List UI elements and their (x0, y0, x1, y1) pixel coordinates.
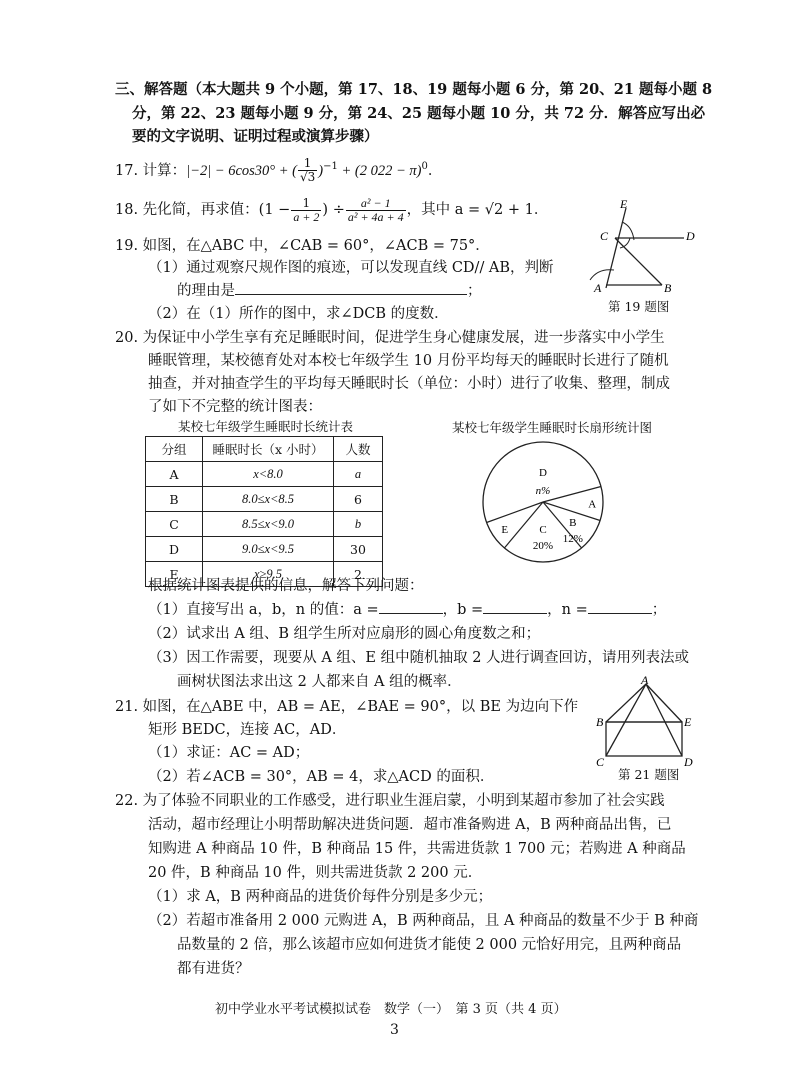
q20-line2: 睡眠管理，某校德育处对本校七年级学生 10 月份平均每天的睡眠时长进行了随机 (148, 353, 669, 369)
q20-part2: （2）试求出 A 组、B 组学生所对应扇形的圆心角度数之和； (148, 626, 541, 642)
label-A: A (594, 281, 602, 295)
question-21 (115, 697, 578, 717)
table-cell: C (146, 512, 203, 537)
label-D: D (684, 755, 693, 768)
q18-fraction-2: $\frac{\text{a² − 1}}{\text{a² + 4a + 4}}$ (347, 195, 404, 224)
q19-part1b: 的理由是 ； (177, 283, 482, 299)
table-cell: 2 (334, 562, 383, 587)
table-header: 睡眠时长（x 小时） (203, 437, 334, 462)
question-number: 19. (115, 238, 139, 254)
label-E: E (620, 197, 628, 211)
q22-part1: （1）求 A，B 两种商品的进货价每件分别是多少元； (148, 889, 493, 905)
q19-line1: 如图，在△ABC 中，∠CAB = 60°，∠ACB = 75°． (142, 238, 490, 254)
q20-line4: 了如下不完整的统计图表： (148, 399, 322, 415)
q17-exp2: 0 (421, 161, 428, 172)
pie-label-C: C (539, 524, 547, 536)
table-cell: a (334, 462, 383, 487)
q21-line1: 如图，在△ABE 中，AB = AE，∠BAE = 90°，以 BE 为边向下作 (142, 699, 579, 715)
question-20 (115, 328, 665, 348)
question-number: 18. (115, 202, 139, 218)
question-18 (115, 195, 548, 225)
answer-blank-b[interactable] (483, 613, 547, 614)
section-header-line2: 分，第 22、23 题每小题 9 分，第 24、25 题每小题 10 分，共 72 分．解答应写出必 (132, 105, 706, 122)
q22-line4: 20 件，B 种商品 10 件，则共需进货款 2 200 元． (148, 865, 483, 881)
question-22 (115, 791, 665, 811)
figure-21-caption: 第 21 题图 (618, 767, 680, 782)
figure-19 (570, 196, 720, 302)
figure-21 (594, 674, 698, 768)
q22-line2: 活动，超市经理让小明帮助解决进货问题．超市准备购进 A，B 两种商品出售，已 (148, 817, 672, 833)
table-cell: D (146, 537, 203, 562)
q20-line3: 抽查，并对抽查学生的平均每天睡眠时长（单位：小时）进行了收集、整理，制成 (148, 376, 670, 392)
label-C: C (596, 755, 605, 768)
answer-blank-n[interactable] (588, 613, 652, 614)
sleep-table (145, 436, 383, 587)
q17-fraction: $\frac{1}{√3}$ (299, 156, 316, 185)
q20-line1: 为保证中小学生享有充足睡眠时间，促进学生身心健康发展，进一步落实中小学生 (142, 330, 665, 346)
answer-blank[interactable] (235, 294, 467, 295)
section-header-line1: 三、解答题（本大题共 9 个小题，第 17、18、19 题每小题 6 分，第 20、21 题每小题 8 (115, 81, 713, 98)
figure-19-caption: 第 19 题图 (608, 299, 670, 314)
question-number: 17. (115, 162, 139, 179)
table-cell: 8.0≤x<8.5 (203, 487, 334, 512)
q19-part2: （2）在（1）所作的图中，求∠DCB 的度数． (148, 306, 449, 322)
table-cell: 6 (334, 487, 383, 512)
table-row (146, 537, 383, 562)
q17-exp1: −1 (323, 161, 338, 172)
table-cell: E (146, 562, 203, 587)
q18-mid: ) ÷ (322, 202, 345, 218)
table-title: 某校七年级学生睡眠时长统计表 (178, 419, 354, 434)
table-row (146, 512, 383, 537)
q17-expr-a: |−2| − 6cos30° + ( (186, 162, 297, 179)
q18-fraction-1: $\frac{1}{a + 2}$ (293, 195, 320, 224)
pie-value-B: 12% (562, 533, 583, 546)
answer-blank-a[interactable] (379, 613, 443, 614)
pie-label-A: A (588, 498, 597, 511)
table-cell: x≥9.5 (203, 562, 334, 587)
q22-line1: 为了体验不同职业的工作感受，进行职业生涯启蒙，小明到某超市参加了社会实践 (142, 793, 665, 809)
section-header-line3: 要的文字说明、证明过程或演算步骤） (132, 128, 379, 145)
q20-part3b: 画树状图法求出这 2 人都来自 A 组的概率． (177, 674, 462, 690)
table-cell: A (146, 462, 203, 487)
q21-part2: （2）若∠ACB = 30°，AB = 4，求△ACD 的面积． (148, 769, 495, 785)
q22-part2a: （2）若超市准备用 2 000 元购进 A，B 两种商品，且 A 种商品的数量不少于 B 种商 (148, 913, 699, 929)
label-B: B (596, 715, 604, 729)
q22-line3: 知购进 A 种商品 10 件，B 种商品 15 件，共需进货款 1 700 元；若购进 A 种商品 (148, 841, 686, 857)
q20-part1: （1）直接写出 a，b，n 的值：a = ，b = ，n = ； (148, 602, 667, 618)
question-number: 22. (115, 793, 139, 809)
pie-value-D: n% (535, 485, 551, 497)
table-row (146, 462, 383, 487)
pie-label-D: D (539, 467, 547, 479)
pie-label-E: E (501, 523, 509, 536)
pie-label-B: B (569, 517, 577, 530)
table-header: 人数 (334, 437, 383, 462)
q22-part2b: 品数量的 2 倍，那么该超市应如何进货才能使 2 000 元恰好用完，且两种商品 (177, 937, 682, 953)
q17-lead: 计算： (142, 162, 187, 179)
label-A: A (641, 674, 649, 687)
pie-chart (478, 436, 608, 568)
q22-part2c: 都有进货？ (177, 961, 250, 977)
q20-after: 根据统计图表提供的信息，解答下列问题： (148, 578, 424, 594)
q20-part3a: （3）因工作需要，现要从 A 组、E 组中随机抽取 2 人进行调查回访，请用列表法或 (148, 650, 690, 666)
question-number: 20. (115, 330, 139, 346)
table-cell: x<8.0 (203, 462, 334, 487)
table-cell: B (146, 487, 203, 512)
q18-lead: 先化简，再求值：(1 − (142, 202, 291, 218)
table-cell: 30 (334, 537, 383, 562)
page-footer: 初中学业水平考试模拟试卷 数学（一） 第 3 页（共 4 页） (215, 1002, 567, 1017)
table-cell: 9.0≤x<9.5 (203, 537, 334, 562)
question-17 (115, 153, 442, 185)
table-cell: b (334, 512, 383, 537)
table-row (146, 487, 383, 512)
table-header-row (146, 437, 383, 462)
pie-value-C: 20% (532, 540, 554, 552)
label-E: E (684, 715, 692, 729)
label-D: D (686, 229, 695, 243)
label-B: B (664, 281, 672, 295)
page-number: 3 (390, 1022, 399, 1038)
q21-line2: 矩形 BEDC，连接 AC，AD． (148, 722, 347, 738)
table-header: 分组 (146, 437, 203, 462)
question-number: 21. (115, 699, 139, 715)
question-19 (115, 236, 490, 256)
q18-tail: ，其中 a = √2 + 1． (406, 202, 549, 218)
table-cell: 8.5≤x<9.0 (203, 512, 334, 537)
q19-part1a: （1）通过观察尺规作图的痕迹，可以发现直线 CD// AB，判断 (148, 260, 554, 276)
pie-title: 某校七年级学生睡眠时长扇形统计图 (452, 420, 653, 435)
label-C: C (600, 229, 609, 243)
q21-part1: （1）求证：AC = AD； (148, 745, 310, 761)
q17-expr-b: ) (318, 162, 324, 179)
q17-end: ． (427, 162, 443, 179)
q17-expr-c: + (2 022 − π) (337, 162, 422, 179)
